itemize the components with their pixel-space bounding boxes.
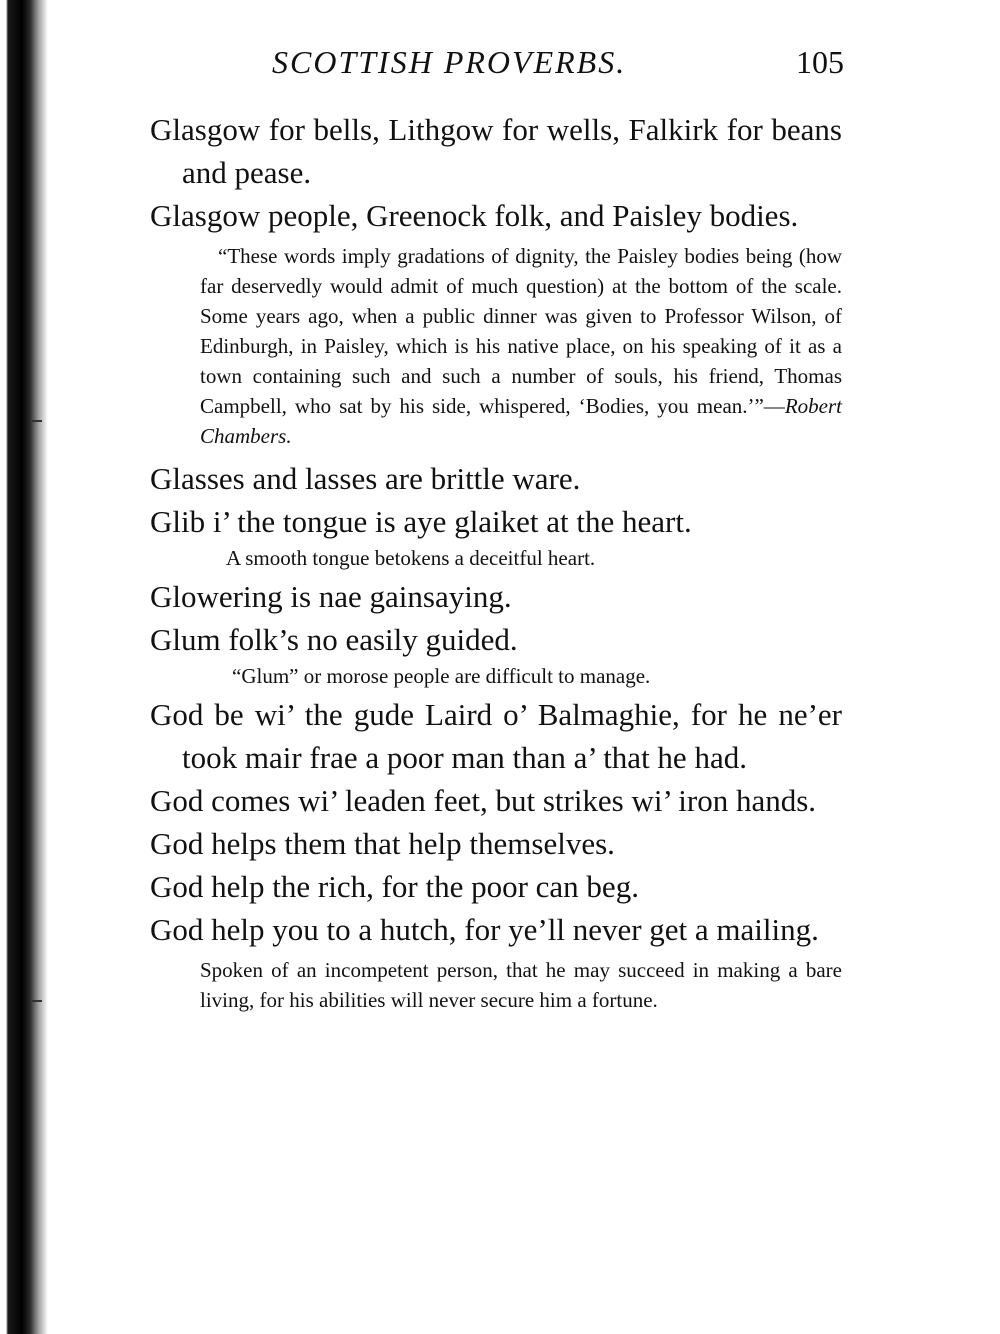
note-attribution: Robert Chambers. [200,394,842,448]
proverb-entry: God helps them that help themselves. [150,826,615,861]
proverb-entry: Glowering is nae gainsaying. [150,579,512,614]
proverb-entry: Glasses and lasses are brittle ware. [150,461,581,496]
proverb-entry: Glib i’ the tongue is aye glaiket at the heart. [150,504,692,539]
proverb-note: “Glum” or morose people are difficult to manage. [232,664,651,688]
proverb-entry: Glasgow for bells, Lithgow for wells, Falkirk for beans and pease. [150,112,842,190]
running-title: SCOTTISH PROVERBS. [272,44,627,80]
scan-speck [32,420,42,422]
scan-speck [32,1000,42,1002]
page-number: 105 [796,44,844,80]
proverb-entry: God be wi’ the gude Laird o’ Balmaghie, for he ne’er took mair frae a poor man than a’ that he had. [150,697,842,775]
proverb-entry: Glasgow people, Greenock folk, and Paisley bodies. [150,198,799,233]
proverb-entry: God help you to a hutch, for ye’ll never get a mailing. [150,912,819,947]
proverb-entry: God comes wi’ leaden feet, but strikes wi’ iron hands. [150,783,817,818]
page-header [150,44,850,88]
proverb-entry: God help the rich, for the poor can beg. [150,869,639,904]
proverb-list [150,108,842,1015]
proverb-note [150,241,842,451]
proverb-entry: Glum folk’s no easily guided. [150,622,518,657]
proverb-note: A smooth tongue betokens a deceitful heart. [226,546,596,570]
binding-edge [0,0,48,1334]
proverb-note: Spoken of an incompetent person, that he may succeed in making a bare living, for his abilities will never secure him a fortune. [200,958,842,1012]
note-text: “These words imply gradations of dignity, the Paisley bodies being (how far deservedly would admit of much question) at the bottom of the scale. Some years ago, when a public dinner was given to Professor Wilson, of Edinburgh, in Paisley, which is his native place, on his speaking of it as a town containing such and such a number of souls, his friend, Thomas Campbell, who sat by his side, whispered, ‘Bodies, you mean.’”— [200,244,842,418]
